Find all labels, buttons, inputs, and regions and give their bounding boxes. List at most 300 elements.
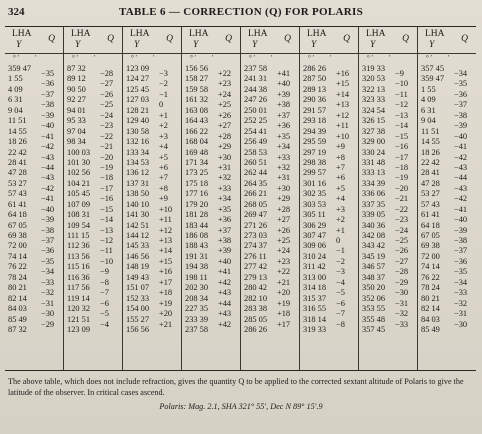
min-unit: ′ [35,54,37,62]
lha-value: 198 11 [185,272,208,282]
table-row [5,231,63,245]
q-value: −43 [454,162,468,172]
lha-value: 11 51 [8,116,27,126]
lha-value: 331 48 [362,157,386,167]
lha-value: 22 42 [421,157,440,167]
lha-value: 168 04 [185,137,209,147]
q-value: +35 [218,204,232,214]
q-value: +11 [336,121,349,131]
table-row [300,251,358,266]
lha-value: 175 18 [185,178,209,188]
q-value: +27 [277,215,291,225]
lha-value: 285 05 [244,314,268,324]
lha-value: 14 55 [8,126,27,136]
q-value: +15 [336,79,350,89]
lha-value: 309 06 [303,241,327,251]
q-value: +23 [218,79,232,89]
polaris-correction-table [5,26,476,371]
lha-value: 149 43 [126,272,150,282]
lha-value: 85 49 [8,314,27,324]
q-value: −17 [395,152,409,162]
lha-value: 247 26 [244,95,268,105]
q-value: −18 [395,162,409,172]
lha-value: 269 47 [244,210,268,220]
lha-value: 72 00 [421,251,440,261]
lha-value: 346 57 [362,262,386,272]
lha-value: 337 35 [362,199,386,209]
q-value: −10 [395,79,409,89]
q-value: −3 [336,267,345,277]
lha-value: 326 15 [362,116,386,126]
lha-value: 241 31 [244,74,268,84]
lha-value: 138 50 [126,189,150,199]
lha-value: 67 05 [421,231,440,240]
q-value: −23 [395,215,409,225]
q-value: −34 [41,267,55,277]
lha-value: 53 27 [421,189,440,199]
table-column [358,27,417,370]
table-row [300,178,358,193]
q-value: −15 [395,131,409,141]
lha-value: 97 04 [67,126,86,136]
q-header: Q [402,34,409,44]
q-value: +29 [277,194,291,204]
column-rows [5,64,63,335]
q-value: +40 [277,79,291,89]
q-value: +37 [218,225,232,235]
lha-value: 140 10 [126,199,150,209]
lha-value: 352 06 [362,293,386,303]
lha-value: 104 21 [67,178,91,188]
q-value: −21 [395,194,409,204]
min-unit: ′ [212,54,214,62]
table-column [122,27,181,370]
lha-value: 72 00 [8,241,27,251]
q-value: +16 [159,267,173,277]
lha-value: 333 13 [362,168,386,178]
table-row [418,231,476,245]
q-value: −31 [41,298,55,308]
lha-value: 279 13 [244,272,268,282]
lha-value: 305 11 [303,210,326,220]
q-value: −44 [41,162,55,172]
units-row [418,54,476,64]
table-row [418,157,476,172]
page-header [0,6,482,22]
column-rows [64,64,122,335]
lha-value: 339 05 [362,210,386,220]
lha-value: 319 33 [362,64,386,73]
lha-value: 274 37 [244,241,268,251]
column-header [123,27,181,54]
q-value: +25 [218,100,232,110]
lha-value: 80 21 [8,283,27,293]
q-header: Q [166,34,173,44]
q-value: −9 [100,267,109,277]
lha-value: 123 09 [67,324,91,334]
q-value: +43 [218,309,232,319]
lha-value: 320 53 [362,74,386,84]
q-value: −40 [41,121,55,131]
q-value: +21 [159,319,173,329]
q-value: +42 [218,319,232,329]
q-header: Q [461,34,468,44]
lha-value: 69 38 [421,241,440,251]
q-value: −15 [100,204,114,214]
lha-value: 116 36 [67,272,90,282]
min-unit: ′ [153,54,155,62]
units-row [123,54,181,64]
q-value: −11 [395,89,408,99]
lha-value: 137 31 [126,178,150,188]
lha-value: 144 12 [126,231,150,240]
q-value: −13 [100,225,114,235]
q-value: +25 [277,236,291,245]
q-value: −38 [41,100,55,110]
q-value: −21 [100,142,114,152]
min-unit: ′ [271,54,273,62]
q-value: −41 [41,194,55,204]
lha-header: LHA [366,29,386,39]
lha-value: 350 20 [362,283,386,293]
q-value: +30 [218,152,232,162]
lha-value: 264 35 [244,178,268,188]
column-rows [418,64,476,335]
lha-value: 132 16 [126,137,150,147]
q-value: −26 [395,246,409,256]
lha-value: 202 30 [185,283,209,293]
q-value: +27 [218,121,232,131]
table-row [123,251,181,266]
q-value: −10 [100,256,114,266]
table-row [241,220,299,235]
lha-value: 319 33 [303,324,327,334]
lha-value: 301 16 [303,178,327,188]
lha-value: 316 55 [303,304,327,314]
table-column [240,27,299,370]
q-value: +6 [336,173,345,183]
q-value: −36 [454,89,468,99]
q-value: −42 [454,194,468,204]
lha-value: 61 41 [8,199,27,209]
lha-value: 108 31 [67,210,91,220]
lha-value: 324 54 [362,105,386,115]
aries-symbol: Υ [75,40,81,50]
q-value: +18 [159,288,173,298]
q-value: −35 [454,79,468,89]
q-value: +39 [218,246,232,256]
q-value: −8 [336,319,345,329]
q-value: +8 [159,183,168,193]
units-row [182,54,240,64]
table-row [5,199,63,214]
q-value: −29 [41,319,55,329]
q-value: −16 [395,142,409,152]
q-value: −7 [336,309,345,319]
q-value: −41 [454,204,468,214]
lha-value: 6 31 [421,105,436,115]
lha-value: 181 28 [185,210,209,220]
q-value: −37 [454,246,468,256]
q-value: +43 [218,288,232,298]
q-value: −34 [454,277,468,287]
lha-value: 314 18 [303,283,327,293]
lha-value: 6 31 [8,95,23,105]
q-value: −20 [395,183,409,193]
table-footnote: The above table, which does not include refraction, gives the quantity Q to be applied to the corrected sextant altitude of Polaris to give the latitude of the observer. In critical cases ascend. [8,377,464,397]
q-value: +26 [218,110,232,120]
lha-value: 334 39 [362,178,386,188]
aries-symbol: Υ [252,40,258,50]
q-value: −30 [395,288,409,298]
q-value: +14 [159,246,173,256]
q-value: −25 [395,236,409,245]
lha-value: 291 57 [303,105,327,115]
table-row [5,325,63,335]
lha-value: 276 11 [244,251,267,261]
table-row [359,325,417,335]
q-value: −32 [454,298,468,308]
units-row [300,54,358,64]
q-value: −22 [395,204,409,214]
table-row [64,272,122,287]
table-column [63,27,122,370]
lha-value: 100 03 [67,147,91,157]
q-value: −4 [336,277,345,287]
column-header [300,27,358,54]
q-value: +34 [218,194,232,204]
lha-value: 348 37 [362,272,386,282]
lha-value: 283 38 [244,304,268,314]
q-value: +33 [277,152,291,162]
lha-value: 186 08 [185,231,209,240]
lha-value: 237 58 [244,64,268,73]
table-row [64,293,122,308]
lha-value: 262 44 [244,168,268,178]
lha-value: 244 38 [244,84,268,94]
lha-value: 293 18 [303,116,327,126]
q-value: −34 [454,69,468,78]
q-value: −26 [100,89,114,99]
q-value: +11 [159,215,172,225]
q-value: +2 [159,121,168,131]
lha-value: 120 32 [67,304,91,314]
deg-min-unit: ° ′ [72,54,79,62]
q-value: −37 [41,89,55,99]
table-row [418,64,476,78]
lha-value: 115 16 [67,262,90,272]
q-value: +24 [277,246,291,256]
lha-value: 117 56 [67,283,90,293]
q-value: −14 [100,215,114,225]
lha-value: 94 01 [67,105,86,115]
lha-value: 336 06 [362,189,386,199]
q-value: 0 [336,236,341,245]
q-value: +7 [159,173,168,183]
q-value: +7 [336,162,345,172]
q-value: −33 [41,277,55,287]
lha-value: 64 18 [421,220,440,230]
q-value: −36 [454,256,468,266]
q-value: +15 [159,256,173,266]
column-header [182,27,240,54]
lha-value: 286 26 [244,324,268,334]
q-value: +30 [277,183,291,193]
q-value: −42 [454,152,468,162]
q-value: +23 [277,256,291,266]
deg-min-unit: ° ′ [131,54,138,62]
q-value: +9 [336,142,345,152]
q-value: −38 [41,225,55,235]
lha-value: 290 36 [303,95,327,105]
lha-value: 297 19 [303,147,327,157]
table-row [123,126,181,141]
column-header [5,27,63,54]
lha-value: 323 33 [362,95,386,105]
lha-value: 277 42 [244,262,268,272]
table-row [64,251,122,266]
lha-value: 57 43 [421,199,440,209]
aries-symbol: Υ [370,40,376,50]
lha-value: 95 33 [67,116,86,126]
lha-value: 343 42 [362,241,386,251]
min-unit: ′ [330,54,332,62]
deg-min-unit: ° ′ [249,54,256,62]
q-value: +5 [159,152,168,162]
table-row [300,64,358,78]
q-value: +10 [336,131,350,141]
q-value: +32 [277,162,291,172]
column-header [418,27,476,54]
q-value: +38 [218,236,232,245]
lha-value: 169 48 [185,147,209,157]
q-value: +4 [336,194,345,204]
q-value: +24 [218,89,232,99]
lha-value: 129 40 [126,116,150,126]
lha-value: 9 04 [421,116,436,126]
lha-value: 208 34 [185,293,209,303]
q-value: +14 [336,89,350,99]
lha-value: 359 47 [421,74,445,84]
table-title: TABLE 6 — CORRECTION (Q) FOR POLARIS [118,6,364,18]
lha-value: 1 55 [421,84,436,94]
lha-value: 128 21 [126,105,150,115]
q-value: +9 [159,194,168,204]
lha-value: 287 50 [303,74,327,84]
column-rows [123,64,181,335]
q-value: +6 [159,162,168,172]
lha-value: 133 34 [126,147,150,157]
column-rows [182,64,240,335]
lha-value: 310 24 [303,251,327,261]
lha-value: 9 04 [8,105,23,115]
lha-value: 345 19 [362,251,386,261]
lha-value: 159 58 [185,84,209,94]
lha-value: 11 51 [421,126,440,136]
q-value: +31 [218,162,232,172]
q-value: −4 [100,319,109,329]
q-value: +33 [218,183,232,193]
lha-value: 76 22 [8,262,27,272]
lha-value: 74 14 [421,262,440,272]
lha-value: 121 51 [67,314,91,324]
lha-value: 85 49 [421,324,440,334]
q-value: −5 [100,309,109,319]
lha-value: 154 00 [126,304,150,314]
lha-value: 107 09 [67,199,91,209]
lha-value: 84 03 [421,314,440,324]
lha-value: 141 30 [126,210,150,220]
lha-value: 14 55 [421,137,440,147]
lha-value: 282 10 [244,293,268,303]
q-value: −39 [454,225,468,235]
lha-header: LHA [71,29,91,39]
lha-value: 329 00 [362,137,386,147]
q-value: +3 [159,131,168,141]
q-value: −31 [395,298,409,308]
q-value: −2 [336,256,345,266]
q-value: +8 [336,152,345,162]
q-value: −1 [336,246,345,256]
q-value: +41 [277,69,291,78]
table-row [182,231,240,245]
lha-value: 152 33 [126,293,150,303]
q-value: −27 [395,256,409,266]
lha-value: 163 08 [185,105,209,115]
q-value: +1 [159,110,168,120]
q-value: −41 [41,131,55,141]
q-header: Q [343,34,350,44]
lha-value: 136 12 [126,168,150,178]
table-row [241,325,299,335]
lha-value: 273 03 [244,231,268,240]
lha-header: LHA [307,29,327,39]
q-value: +18 [277,309,291,319]
lha-value: 127 03 [126,95,150,105]
lha-value: 233 39 [185,314,209,324]
lha-value: 303 53 [303,199,327,209]
q-value: +12 [159,225,173,235]
lha-value: 327 38 [362,126,386,136]
table-row [241,64,299,78]
lha-value: 294 39 [303,126,327,136]
q-value: −12 [100,236,114,245]
lha-value: 177 16 [185,189,209,199]
lha-value: 330 24 [362,147,386,157]
q-value: +44 [218,298,232,308]
q-header: Q [284,34,291,44]
q-value: +35 [277,131,291,141]
q-value: +17 [159,277,173,287]
table-row [123,84,181,99]
column-header [359,27,417,54]
lha-value: 342 08 [362,231,386,240]
aries-symbol: Υ [429,40,435,50]
q-value: −14 [395,121,409,131]
deg-min-unit: ° ′ [13,54,20,62]
lha-value: 183 44 [185,220,209,230]
q-value: +32 [218,173,232,183]
q-value: −24 [395,225,409,235]
lha-value: 171 34 [185,157,209,167]
lha-value: 318 14 [303,314,327,324]
lha-value: 82 14 [421,304,440,314]
q-value: −29 [395,277,409,287]
aries-symbol: Υ [311,40,317,50]
deg-min-unit: ° ′ [308,54,315,62]
q-value: −20 [100,152,114,162]
lha-value: 124 27 [126,74,150,84]
